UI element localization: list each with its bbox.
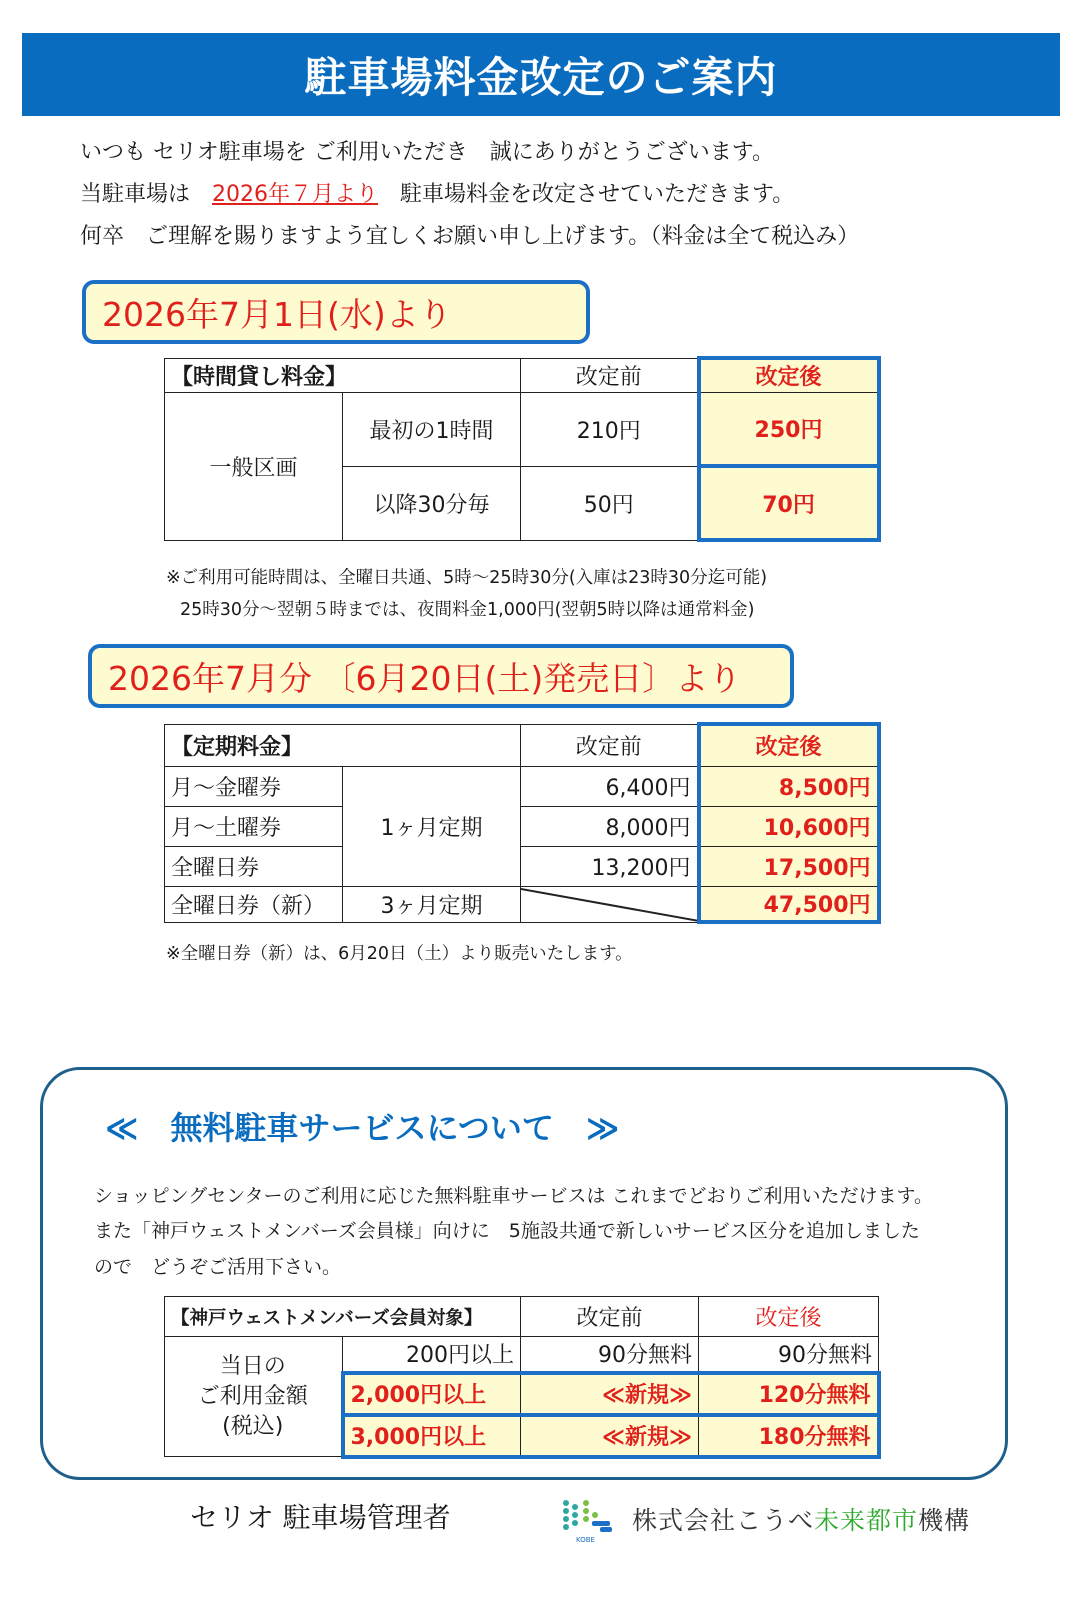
free-service-text-1: ショッピングセンターのご利用に応じた無料駐車サービスは これまでどおりご利用いただけます。 <box>94 1185 934 1207</box>
hourly-row-after: 250円 <box>699 392 879 466</box>
diagonal-slash <box>521 887 699 923</box>
member-col-after: 改定後 <box>699 1297 879 1337</box>
member-amount: 2,000円以上 <box>343 1373 521 1415</box>
hourly-date-text: 2026年7月1日(水)より <box>102 294 452 334</box>
member-before: ≪新規≫ <box>521 1373 699 1415</box>
hourly-header-label: 【時間貸し料金】 <box>165 358 521 392</box>
member-row-label <box>165 1337 343 1457</box>
hourly-row-label: 最初の1時間 <box>343 392 521 466</box>
member-amount: 200円以上 <box>343 1337 521 1373</box>
pass-row-after: 17,500円 <box>699 846 879 886</box>
pass-row-before-empty <box>521 886 699 922</box>
hourly-row-before: 50円 <box>521 466 699 540</box>
pass-row-after: 47,500円 <box>699 886 879 922</box>
pass-row-after: 8,500円 <box>699 766 879 806</box>
pass-row-label: 全曜日券（新） <box>165 886 343 922</box>
hourly-row-label: 以降30分毎 <box>343 466 521 540</box>
member-header-label: 【神戸ウェストメンバーズ会員対象】 <box>165 1297 521 1337</box>
member-before: 90分無料 <box>521 1337 699 1373</box>
member-row-label-3: (税込) <box>222 1413 284 1439</box>
intro-date: 2026年７月より <box>212 182 379 207</box>
member-after: 180分無料 <box>699 1415 879 1457</box>
hourly-col-after: 改定後 <box>699 358 879 392</box>
pass-note: ※全曜日券（新）は、6月20日（土）より販売いたします。 <box>166 944 633 964</box>
hourly-note-2: 25時30分～翌朝５時までは、夜間料金1,000円(翌朝5時以降は通常料金) <box>180 600 755 620</box>
pass-header-label: 【定期料金】 <box>165 724 521 766</box>
pass-row-label: 月～土曜券 <box>165 806 343 846</box>
hourly-section-label: 一般区画 <box>165 392 343 540</box>
hourly-date-banner <box>82 280 590 344</box>
pass-col-after: 改定後 <box>699 724 879 766</box>
pass-period-1m: 1ヶ月定期 <box>343 766 521 886</box>
member-before: ≪新規≫ <box>521 1415 699 1457</box>
pass-date-banner <box>88 644 794 708</box>
member-row-label-2: ご利用金額 <box>197 1383 308 1409</box>
page-title: 駐車場料金改定のご案内 <box>304 52 778 102</box>
pass-row-before: 6,400円 <box>521 766 699 806</box>
intro-line-3: 何卒 ご理解を賜りますよう宜しくお願い申し上げます。（料金は全て税込み） <box>80 224 860 249</box>
footer-company-green: 未来都市 <box>814 1506 919 1535</box>
pass-row-before: 13,200円 <box>521 846 699 886</box>
pass-row-label: 全曜日券 <box>165 846 343 886</box>
pass-row-after: 10,600円 <box>699 806 879 846</box>
member-after: 90分無料 <box>699 1337 879 1373</box>
title-banner <box>22 33 1060 116</box>
footer-company-pre: 株式会社こうべ <box>632 1506 815 1535</box>
member-after: 120分無料 <box>699 1373 879 1415</box>
intro-line-2-post: 駐車場料金を改定させていただきます。 <box>378 182 795 207</box>
hourly-note-1: ※ご利用可能時間は、全曜日共通、5時～25時30分(入庫は23時30分迄可能) <box>166 568 768 588</box>
logo-text: KOBE <box>576 1536 595 1543</box>
intro-line-1: いつも セリオ駐車場を ご利用いただき 誠にありがとうございます。 <box>80 140 775 165</box>
member-col-before: 改定前 <box>521 1297 699 1337</box>
pass-rate-table <box>164 722 881 924</box>
member-amount: 3,000円以上 <box>343 1415 521 1457</box>
free-service-title: ≪ 無料駐車サービスについて ≫ <box>105 1109 620 1147</box>
hourly-col-before: 改定前 <box>521 358 699 392</box>
member-row-label-1: 当日の <box>219 1353 286 1379</box>
hourly-row-before: 210円 <box>521 392 699 466</box>
intro-line-2 <box>80 177 794 208</box>
pass-date-text: 2026年7月分 〔6月20日(土)発売日〕より <box>108 658 742 698</box>
free-service-text-2: また「神戸ウェストメンバーズ会員様」向けに 5施設共通で新しいサービス区分を追加しました <box>94 1220 920 1242</box>
pass-col-before: 改定前 <box>521 724 699 766</box>
footer-company-post: 機構 <box>918 1506 971 1535</box>
kobe-logo-icon <box>560 1497 620 1543</box>
pass-row-before: 8,000円 <box>521 806 699 846</box>
footer-manager: セリオ 駐車場管理者 <box>190 1501 451 1534</box>
pass-row-label: 月～金曜券 <box>165 766 343 806</box>
free-service-text-3: ので どうぞご活用下さい。 <box>94 1256 342 1278</box>
intro-line-2-pre: 当駐車場は <box>80 182 213 207</box>
member-service-table <box>164 1296 881 1459</box>
pass-period-3m: 3ヶ月定期 <box>343 886 521 922</box>
hourly-row-after: 70円 <box>699 466 879 540</box>
hourly-rate-table <box>164 356 881 542</box>
footer-company <box>632 1501 970 1537</box>
